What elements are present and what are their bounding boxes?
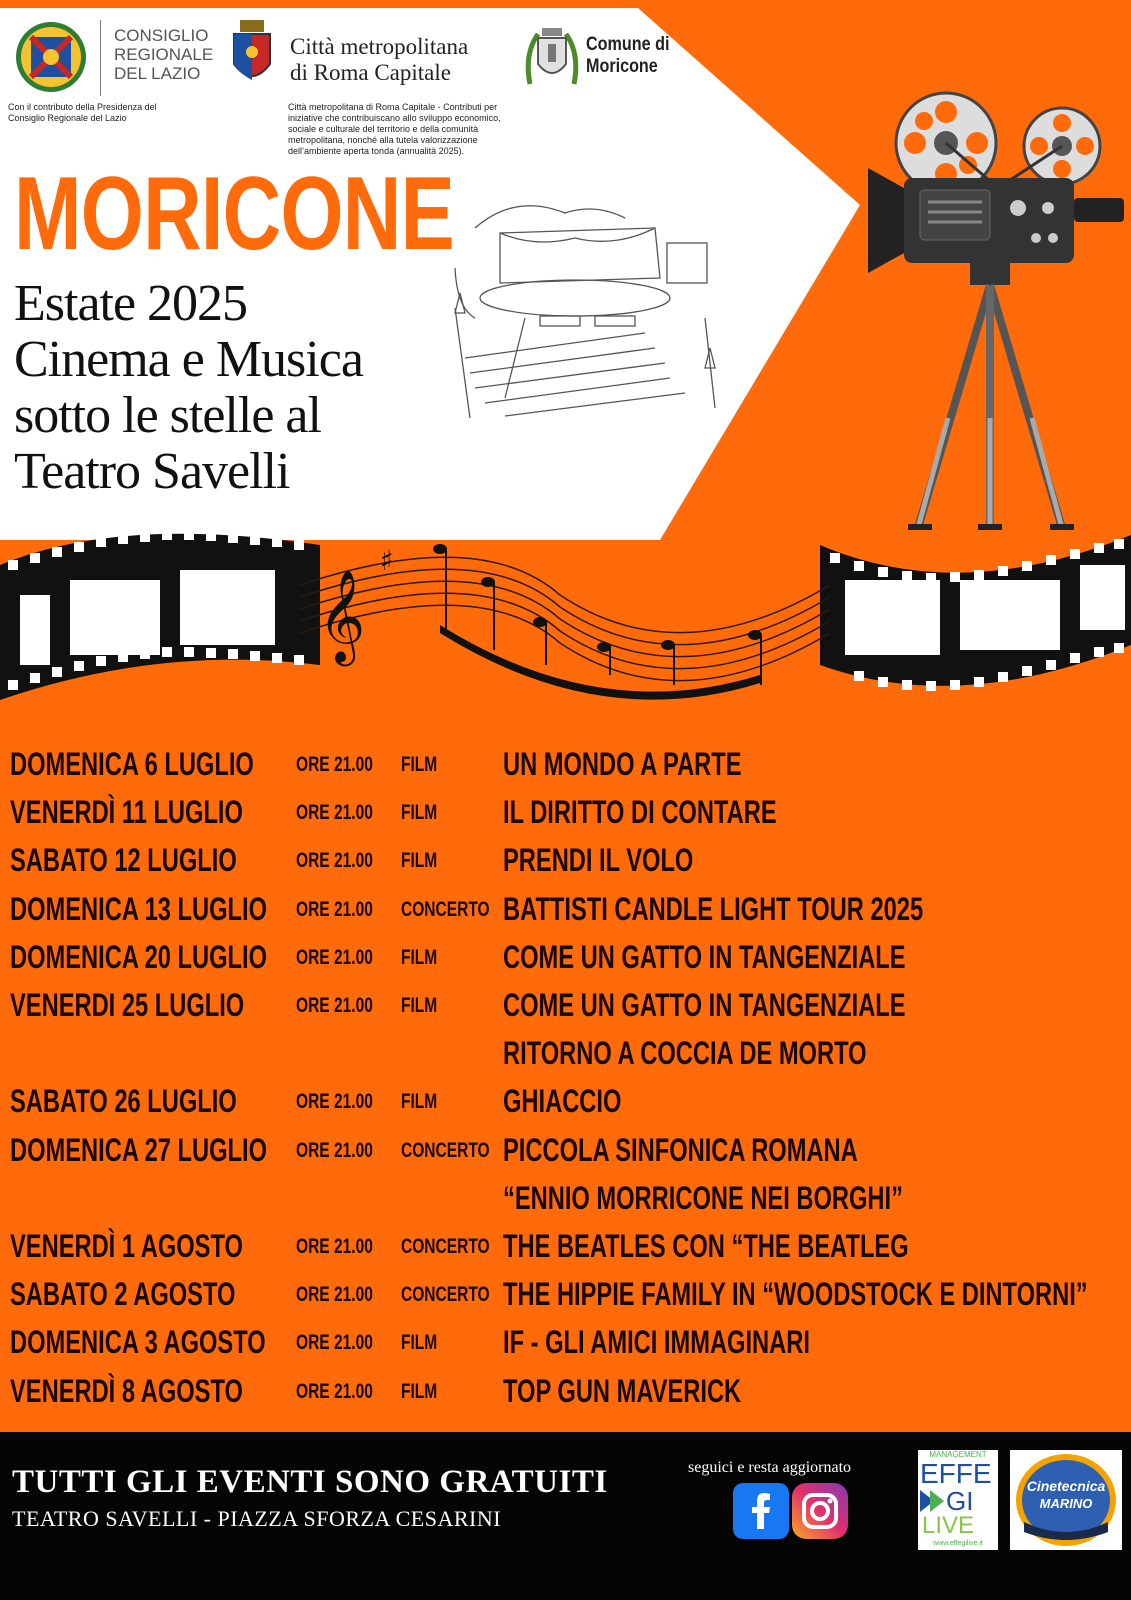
event-time: ORE 21.00 — [296, 994, 373, 1017]
event-row — [0, 983, 1131, 1027]
event-time: ORE 21.00 — [296, 897, 373, 921]
event-row — [0, 1272, 1131, 1316]
event-type: FILM — [401, 994, 438, 1017]
venue-address: TEATRO SAVELLI - PIAZZA SFORZA CESARINI — [12, 1506, 502, 1531]
event-time: ORE 21.00 — [296, 1379, 373, 1403]
event-time: ORE 21.00 — [296, 1331, 373, 1355]
logo-divider — [100, 20, 101, 96]
event-title: “ENNIO MORRICONE NEI BORGHI” — [503, 1179, 903, 1216]
event-title: IF - GLI AMICI IMMAGINARI — [503, 1324, 810, 1361]
event-title: BATTISTI CANDLE LIGHT TOUR 2025 — [503, 890, 924, 927]
regione-lazio-emblem-icon — [14, 20, 88, 94]
event-type: FILM — [401, 1379, 438, 1403]
event-type: FILM — [401, 945, 438, 969]
subtitle-line-2: Cinema e Musica — [14, 331, 363, 388]
subtitle-line-1: Estate 2025 — [14, 275, 248, 332]
event-date: VENERDÌ 8 AGOSTO — [10, 1372, 243, 1409]
event-type: FILM — [401, 1090, 438, 1114]
event-time: ORE 21.00 — [296, 945, 373, 969]
event-title: COME UN GATTO IN TANGENZIALE — [503, 987, 906, 1023]
event-date: DOMENICA 27 LUGLIO — [10, 1131, 267, 1168]
event-type: FILM — [401, 753, 438, 776]
comune-moricone-name: Comune di Moricone — [586, 34, 670, 77]
event-date: SABATO 2 AGOSTO — [10, 1276, 236, 1313]
event-title: THE BEATLES CON “THE BEATLEG — [503, 1228, 909, 1264]
instagram-icon[interactable] — [792, 1483, 848, 1539]
subtitle-line-3: sotto le stelle al — [14, 387, 321, 444]
event-type: CONCERTO — [401, 897, 490, 921]
citta-metropolitana-shield-icon — [230, 20, 274, 90]
citta-metropolitana-note: Città metropolitana di Roma Capitale - Contributi per iniziative che contribuiscano allo sviluppo economico, sociale e culturale del territorio e della comunità metropolitana, nonché alla tutela valorizzazione dell’ambiente aperta tonda (annualità 2025). — [288, 102, 501, 156]
subtitle-line-4: Teatro Savelli — [14, 443, 290, 500]
event-row — [0, 1079, 1131, 1123]
event-title: UN MONDO A PARTE — [503, 746, 742, 782]
event-row — [0, 1320, 1131, 1364]
svg-text:𝄞: 𝄞 — [318, 569, 366, 662]
event-title: THE HIPPIE FAMILY IN “WOODSTOCK E DINTORNI” — [503, 1276, 1088, 1313]
event-date: VENERDÌ 1 AGOSTO — [10, 1228, 243, 1264]
event-time: ORE 21.00 — [296, 1235, 373, 1258]
event-time: ORE 21.00 — [296, 849, 373, 873]
event-date: DOMENICA 3 AGOSTO — [10, 1324, 266, 1361]
event-date: DOMENICA 13 LUGLIO — [10, 890, 267, 927]
event-type: CONCERTO — [401, 1283, 490, 1307]
event-type: FILM — [401, 1331, 438, 1355]
page-title: MORICONE — [14, 156, 454, 272]
event-date: SABATO 26 LUGLIO — [10, 1083, 237, 1120]
event-time: ORE 21.00 — [296, 1090, 373, 1114]
theatre-sketch-illustration — [445, 198, 745, 428]
event-time: ORE 21.00 — [296, 801, 373, 825]
event-title: RITORNO A COCCIA DE MORTO — [503, 1035, 867, 1072]
event-row — [0, 1369, 1131, 1413]
event-time: ORE 21.00 — [296, 1138, 373, 1162]
event-row — [0, 1128, 1131, 1172]
regione-lazio-name: CONSIGLIO REGIONALE DEL LAZIO — [114, 26, 214, 83]
cinetecnica-marino-logo: Cinetecnica MARINO — [1010, 1450, 1122, 1550]
film-strip-music-decoration — [0, 525, 1131, 725]
comune-moricone-crest-icon — [524, 24, 580, 90]
event-title: PRENDI IL VOLO — [503, 842, 694, 879]
svg-text:♯: ♯ — [380, 544, 394, 577]
follow-us-label: seguici e resta aggiornato — [688, 1459, 852, 1476]
event-row — [0, 1224, 1131, 1268]
event-row — [0, 742, 1131, 786]
event-row — [0, 1031, 1131, 1075]
event-date: VENERDÌ 11 LUGLIO — [10, 794, 243, 831]
event-type: FILM — [401, 801, 438, 825]
event-title: IL DIRITTO DI CONTARE — [503, 794, 777, 831]
event-row — [0, 887, 1131, 931]
event-type: CONCERTO — [401, 1235, 490, 1258]
event-type: CONCERTO — [401, 1138, 490, 1162]
event-date: SABATO 12 LUGLIO — [10, 842, 237, 879]
event-title: PICCOLA SINFONICA ROMANA — [503, 1131, 858, 1168]
event-title: COME UN GATTO IN TANGENZIALE — [503, 938, 906, 975]
play-arrow-icon — [920, 1490, 944, 1512]
event-date: VENERDI 25 LUGLIO — [10, 987, 245, 1023]
event-time: ORE 21.00 — [296, 1283, 373, 1307]
event-time: ORE 21.00 — [296, 753, 373, 776]
event-title: TOP GUN MAVERICK — [503, 1372, 742, 1409]
film-projector-icon — [848, 88, 1131, 543]
event-date: DOMENICA 6 LUGLIO — [10, 746, 254, 782]
event-row — [0, 935, 1131, 979]
event-date: DOMENICA 20 LUGLIO — [10, 938, 267, 975]
event-type: FILM — [401, 849, 438, 873]
event-row — [0, 838, 1131, 882]
citta-metropolitana-name: Città metropolitana di Roma Capitale — [290, 34, 469, 85]
effegi-live-logo: MANAGEMENT EFFE GI LIVE www.effegilive.it — [918, 1450, 998, 1550]
free-events-headline: TUTTI GLI EVENTI SONO GRATUITI — [12, 1464, 608, 1500]
regione-lazio-note: Con il contributo della Presidenza del Consiglio Regionale del Lazio — [8, 102, 157, 123]
footer-bar — [0, 1432, 1131, 1600]
event-title: GHIACCIO — [503, 1083, 622, 1120]
facebook-icon[interactable] — [733, 1483, 789, 1539]
event-row — [0, 790, 1131, 834]
event-row — [0, 1176, 1131, 1220]
